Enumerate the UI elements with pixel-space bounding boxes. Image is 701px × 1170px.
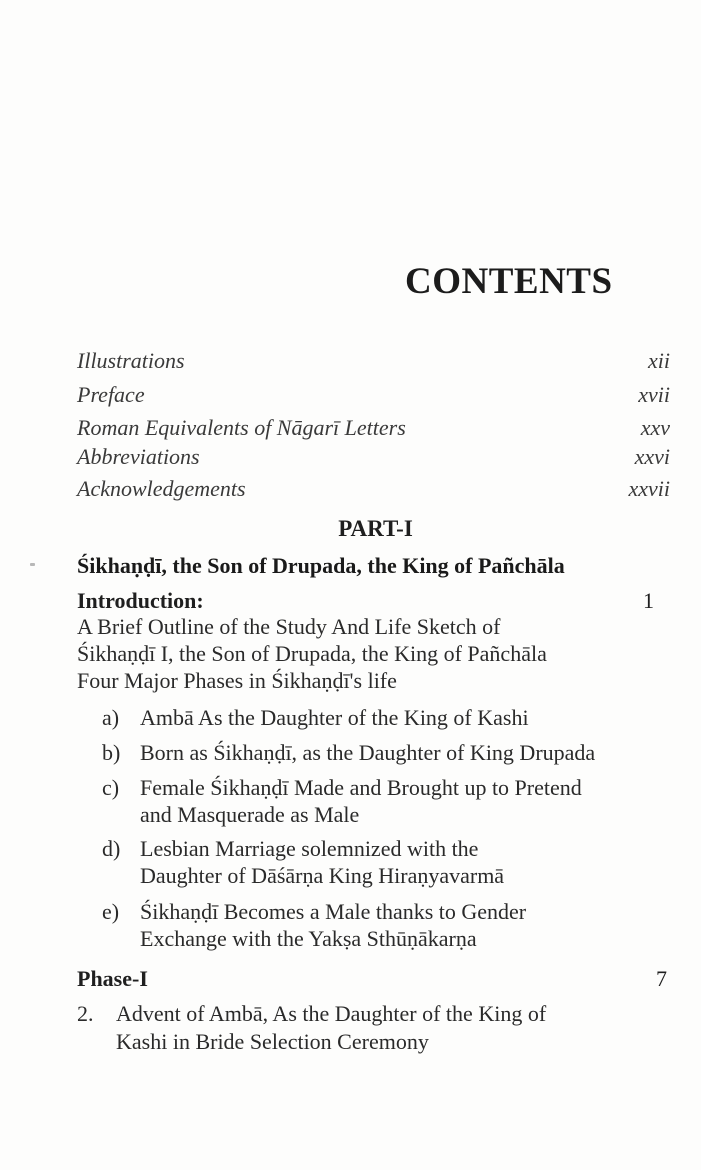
phase-list-text: Born as Śikhaṇḍī, as the Daughter of King Drupada bbox=[140, 740, 596, 765]
toc-entry-label: Acknowledgements bbox=[77, 476, 246, 501]
phase-list-letter: a) bbox=[102, 705, 120, 730]
toc-entry-label: Illustrations bbox=[77, 348, 185, 373]
phase-list-text: Śikhaṇḍī Becomes a Male thanks to Gender bbox=[140, 899, 527, 924]
toc-entry-page: xxvi bbox=[634, 444, 670, 469]
phase-list-text: Exchange with the Yakṣa Sthūṇākarṇa bbox=[140, 926, 477, 951]
phase-one-page: 7 bbox=[656, 966, 667, 991]
toc-entry-page: xii bbox=[648, 348, 670, 373]
chapter-title-line: Advent of Ambā, As the Daughter of the King of bbox=[116, 1001, 547, 1026]
phase-list-letter: d) bbox=[102, 836, 121, 861]
introduction-line: Four Major Phases in Śikhaṇḍī's life bbox=[77, 668, 397, 693]
toc-entry-acknowledgements[interactable] bbox=[77, 477, 670, 501]
margin-mark bbox=[30, 563, 35, 566]
phase-list-text: Lesbian Marriage solemnized with the bbox=[140, 836, 479, 861]
introduction-line: Śikhaṇḍī I, the Son of Drupada, the King of Pañchāla bbox=[77, 641, 547, 666]
part-heading: PART-I bbox=[338, 516, 413, 541]
phase-list-letter: b) bbox=[102, 740, 121, 765]
part-subtitle: Śikhaṇḍī, the Son of Drupada, the King of Pañchāla bbox=[77, 553, 565, 578]
chapter-title-line: Kashi in Bride Selection Ceremony bbox=[116, 1029, 429, 1054]
phase-list-text: Ambā As the Daughter of the King of Kashi bbox=[140, 705, 529, 730]
toc-entry-preface[interactable] bbox=[77, 383, 670, 407]
toc-entry-page: xxv bbox=[640, 415, 670, 440]
toc-entry-illustrations[interactable] bbox=[77, 349, 670, 373]
toc-entry-page: xvii bbox=[638, 382, 670, 407]
toc-entry-phase-one[interactable] bbox=[77, 966, 667, 992]
phase-list-text: Female Śikhaṇḍī Made and Brought up to Pretend bbox=[140, 775, 582, 800]
phase-one-label: Phase-I bbox=[77, 966, 148, 991]
toc-entry-label: Abbreviations bbox=[77, 444, 200, 469]
phase-list-letter: e) bbox=[102, 899, 120, 924]
toc-entry-abbreviations[interactable] bbox=[77, 445, 670, 469]
toc-entry-introduction[interactable] bbox=[77, 588, 654, 614]
toc-entry-label: Preface bbox=[77, 382, 145, 407]
phase-list-letter: c) bbox=[102, 775, 120, 800]
page-title: CONTENTS bbox=[405, 261, 613, 302]
introduction-label: Introduction: bbox=[77, 588, 204, 613]
phase-list-text: and Masquerade as Male bbox=[140, 802, 360, 827]
toc-entry-page: xxvii bbox=[628, 476, 670, 501]
toc-entry-label: Roman Equivalents of Nāgarī Letters bbox=[77, 415, 406, 440]
chapter-number: 2. bbox=[77, 1001, 94, 1026]
toc-entry-roman-equivalents[interactable] bbox=[77, 416, 670, 440]
introduction-line: A Brief Outline of the Study And Life Sketch of bbox=[77, 614, 501, 639]
phase-list-text: Daughter of Dāśārṇa King Hiraṇyavarmā bbox=[140, 863, 505, 888]
introduction-page: 1 bbox=[643, 588, 654, 613]
